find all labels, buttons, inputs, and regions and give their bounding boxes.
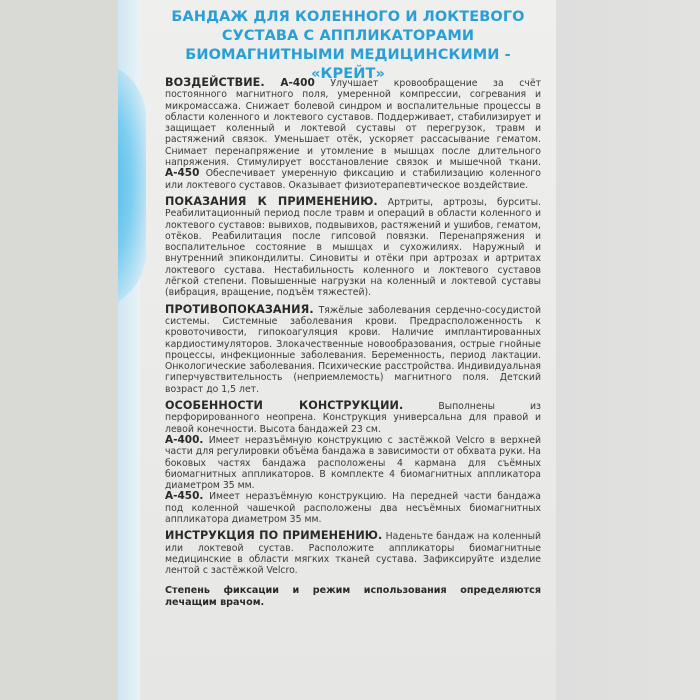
instructions-text: Наденьте бандаж на коленный или локтевой сустав. Расположите аппликаторы биомагнитные медицинские в области мягких тканей сустава. Зафиксируйте изделие лентой с застёжкой Velcro. <box>165 531 541 577</box>
design-model-a450: А-450. <box>165 490 204 503</box>
section-design-a450 <box>165 491 541 525</box>
effect-model-a450: А-450 <box>165 167 200 180</box>
design-text-a450: Имеет неразъёмную конструкцию. На передней части бандажа под коленной чашечкой расположены два несъёмных биомагнитных аппликатора диаметром 35 мм. <box>165 491 541 525</box>
contraindications-text: Тяжёлые заболевания сердечно-сосудистой системы. Системные заболевания крови. Предрасположенность к кровоточивости, гипокоагуляция крови. Наличие имплантированных кардиостимуляторов. Злокачественные новообразования, острые гнойные процессы, инфекционные заболевания. Беременность, период лактации. Онкологические заболевания. Психические расстройства. Индивидуальная гиперчувствительность (неприемлемость) магнитного поля. Детский возраст до 1,5 лет. <box>165 304 541 395</box>
background-right <box>556 0 700 700</box>
section-effect <box>165 77 541 191</box>
design-model-a400: А-400. <box>165 433 204 446</box>
effect-heading: ВОЗДЕЙСТВИЕ. <box>165 76 265 89</box>
indications-text: Артриты, артрозы, бурситы. Реабилитационный период после травм и операций в области коленного и локтевого суставов: вывихов, подвывихов, растяжений и ушибов, гематом, отёков. Реабилитация после гипсовой повязки. Перенапряжения и воспалительное состояние в мышцах и сухожилиях. Наружный и внутренний эпикондилиты. Синовиты и отёки при артрозах и артритах локтевого сустава. Нестабильность коленного и локтевого суставов лёгкой степени. Повышенные нагрузки на коленный и локтевой суставы (вибрация, вращение, подъём тяжестей). <box>165 196 541 299</box>
section-design-a400 <box>165 435 541 491</box>
contraindications-heading: ПРОТИВОПОКАЗАНИЯ. <box>165 302 314 316</box>
design-text-a400: Имеет неразъёмную конструкцию с застёжкой Velcro в верхней части для регулировки объёма бандажа в зависимости от обхвата руки. На боковых частях бандажа расположены 4 кармана для съёмных биомагнитных аппликаторов. В комплекте 4 биомагнитных аппликатора диаметром 35 мм. <box>165 434 541 492</box>
design-text: Выполнены из перфорированного неопрена. Конструкция универсальна для правой и левой конечности. Высота бандажей 23 см. <box>165 401 541 435</box>
instruction-leaflet <box>118 0 556 700</box>
instructions-heading: ИНСТРУКЦИЯ ПО ПРИМЕНЕНИЮ. <box>165 529 383 543</box>
final-note: Степень фиксации и режим использования определяются лечащим врачом. <box>165 585 541 608</box>
section-instructions <box>165 530 541 576</box>
indications-heading: ПОКАЗАНИЯ К ПРИМЕНЕНИЮ. <box>165 194 378 208</box>
section-design <box>165 400 541 435</box>
decorative-blue-shape <box>118 60 146 310</box>
design-heading: ОСОБЕННОСТИ КОНСТРУКЦИИ. <box>165 399 404 413</box>
leaflet-body <box>165 77 541 613</box>
section-contraindications <box>165 304 541 395</box>
effect-text-a400: Улучшает кровообращение за счёт постоянного магнитного поля, умеренной компрессии, согревания и микромассажа. Снижает болевой синдром и воспалительные процессы в области коленного и локтевого суставов. Поддерживает, стабилизирует и защищает коленный и локтевой суставы от перегрузок, травм и растяжений связок. Уменьшает отёк, ускоряет рассасывание гематом. Снимает перенапряжение и утомление в мышцах после длительного напряжения. Стимулирует восстановление связок и мышечной ткани. <box>165 78 541 169</box>
leaflet-title: БАНДАЖ ДЛЯ КОЛЕННОГО И ЛОКТЕВОГО СУСТАВА С АППЛИКАТОРАМИ БИОМАГНИТНЫМИ МЕДИЦИНСКИМИ - «КРЕЙТ» <box>171 9 525 82</box>
section-indications <box>165 196 541 299</box>
effect-model-a400: А-400 <box>280 77 315 89</box>
effect-text-a450: Обеспечивает умеренную фиксацию и стабилизацию коленного или локтевого суставов. Оказывает физиотерапевтическое воздействие. <box>165 168 541 191</box>
